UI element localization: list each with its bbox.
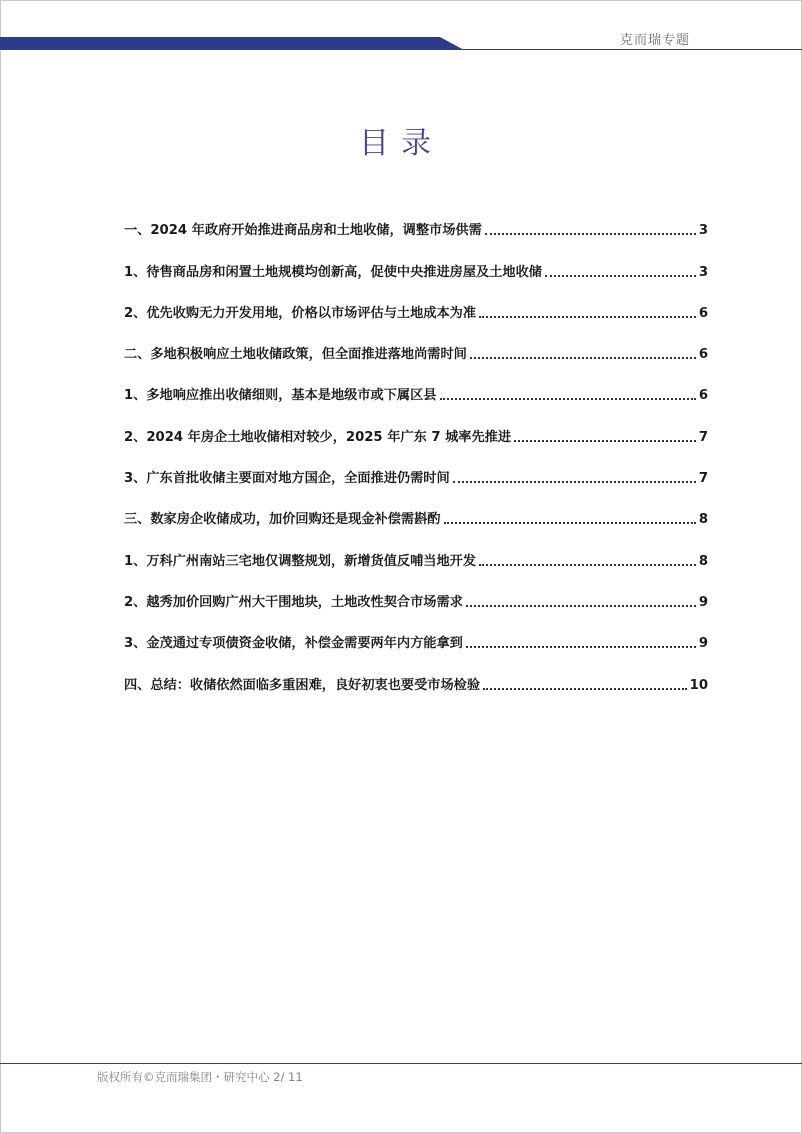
toc-page-number: 8 bbox=[698, 512, 708, 528]
toc-entry-title: 3、广东首批收储主要面对地方国企，全面推进仍需时间 bbox=[124, 471, 450, 487]
toc-leader-dots bbox=[514, 440, 696, 442]
toc-leader-dots bbox=[466, 646, 696, 648]
toc-page-number: 3 bbox=[698, 264, 708, 280]
toc-page-number: 3 bbox=[698, 223, 708, 239]
toc-page-number: 9 bbox=[698, 594, 708, 610]
header-rule bbox=[440, 49, 802, 50]
toc-entry[interactable] bbox=[124, 362, 708, 403]
toc-page-number: 7 bbox=[698, 471, 708, 487]
toc-entry-title: 2、越秀加价回购广州大干围地块，土地改性契合市场需求 bbox=[124, 594, 463, 610]
toc-page-number: 6 bbox=[698, 305, 708, 321]
toc-entry[interactable] bbox=[124, 527, 708, 568]
toc-entry[interactable] bbox=[124, 197, 708, 238]
toc-page-number: 6 bbox=[698, 347, 708, 363]
toc-leader-dots bbox=[470, 357, 696, 359]
toc-leader-dots bbox=[545, 275, 696, 277]
toc-entry[interactable] bbox=[124, 651, 708, 692]
table-of-contents bbox=[124, 197, 708, 693]
toc-entry[interactable] bbox=[124, 321, 708, 362]
toc-leader-dots bbox=[466, 605, 696, 607]
brand-label: 克而瑞专题 bbox=[619, 33, 690, 48]
toc-page-number: 10 bbox=[689, 677, 708, 693]
page-title: 目录 bbox=[359, 126, 443, 161]
toc-leader-dots bbox=[440, 398, 696, 400]
toc-entry-title: 三、数家房企收储成功，加价回购还是现金补偿需斟酌 bbox=[124, 512, 441, 528]
toc-entry[interactable] bbox=[124, 238, 708, 279]
toc-entry[interactable] bbox=[124, 486, 708, 527]
toc-entry-title: 2、优先收购无力开发用地，价格以市场评估与土地成本为准 bbox=[124, 305, 477, 321]
toc-entry-title: 2、2024 年房企土地收储相对较少，2025 年广东 7 城率先推进 bbox=[124, 429, 512, 445]
toc-page-number: 7 bbox=[698, 429, 708, 445]
toc-entry-title: 1、万科广州南站三宅地仅调整规划，新增货值反哺当地开发 bbox=[124, 553, 477, 569]
footer-copyright: 版权所有©克而瑞集团・研究中心 2/ 11 bbox=[97, 1070, 303, 1084]
toc-leader-dots bbox=[483, 688, 687, 690]
toc-entry-title: 一、2024 年政府开始推进商品房和土地收储，调整市场供需 bbox=[124, 223, 482, 239]
toc-page-number: 6 bbox=[698, 388, 708, 404]
toc-page-number: 9 bbox=[698, 636, 708, 652]
toc-entry[interactable] bbox=[124, 569, 708, 610]
toc-page-number: 8 bbox=[698, 553, 708, 569]
toc-entry[interactable] bbox=[124, 445, 708, 486]
toc-entry-title: 3、金茂通过专项债资金收储，补偿金需要两年内方能拿到 bbox=[124, 636, 463, 652]
toc-entry[interactable] bbox=[124, 403, 708, 444]
toc-entry[interactable] bbox=[124, 280, 708, 321]
toc-entry-title: 四、总结：收储依然面临多重困难，良好初衷也要受市场检验 bbox=[124, 677, 481, 693]
toc-leader-dots bbox=[485, 233, 696, 235]
toc-entry-title: 1、待售商品房和闲置土地规模均创新高，促使中央推进房屋及土地收储 bbox=[124, 264, 542, 280]
toc-entry[interactable] bbox=[124, 610, 708, 651]
toc-entry-title: 1、多地响应推出收储细则，基本是地级市或下属区县 bbox=[124, 388, 437, 404]
footer-rule bbox=[0, 1063, 802, 1064]
toc-leader-dots bbox=[479, 316, 696, 318]
toc-leader-dots bbox=[453, 481, 696, 483]
toc-leader-dots bbox=[479, 564, 696, 566]
toc-entry-title: 二、多地积极响应土地收储政策，但全面推进落地尚需时间 bbox=[124, 347, 467, 363]
toc-leader-dots bbox=[444, 522, 696, 524]
header-accent-bar bbox=[0, 37, 464, 50]
